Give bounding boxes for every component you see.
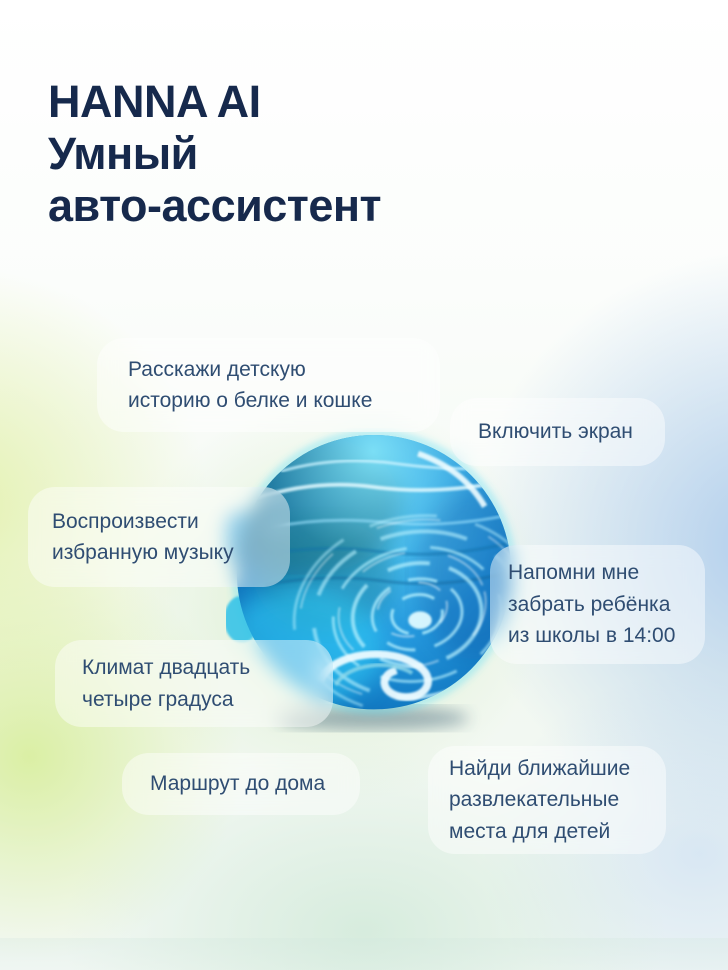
bubble-line: четыре градуса (82, 687, 234, 711)
bottom-gradient-band (0, 938, 728, 970)
bubble-line: Найди ближайшие (449, 756, 631, 780)
command-bubble-turn-on-screen[interactable] (450, 398, 665, 466)
page-title (48, 76, 528, 232)
subtitle-line-1: Умный (48, 128, 198, 179)
bubble-line: Напомни мне (508, 561, 640, 585)
command-bubble-remind-pickup[interactable] (490, 545, 705, 664)
bubble-line: Включить экран (478, 420, 633, 444)
command-bubble-find-places[interactable] (428, 746, 666, 854)
bubble-line: историю о белке и кошке (128, 389, 373, 412)
command-bubble-climate[interactable] (55, 640, 333, 727)
bubble-line: избранную музыку (52, 541, 234, 564)
command-bubble-route-home[interactable] (122, 753, 360, 815)
command-bubble-play-music[interactable] (28, 487, 290, 587)
bubble-line: Маршрут до дома (150, 772, 326, 796)
command-bubble-tell-story[interactable] (97, 338, 440, 432)
bubble-line: Климат двадцать (82, 656, 251, 679)
brand-name: HANNA AI (48, 76, 261, 127)
bubble-line: места для детей (449, 819, 611, 843)
subtitle-line-2: авто-ассистент (48, 180, 382, 231)
bubble-line: развлекательные (449, 788, 620, 812)
bubble-line: забрать ребёнка (508, 592, 671, 616)
bubble-line: Расскажи детскую (128, 357, 306, 381)
bubble-line: Воспроизвести (52, 509, 199, 533)
bubble-line: из школы в 14:00 (508, 624, 676, 648)
